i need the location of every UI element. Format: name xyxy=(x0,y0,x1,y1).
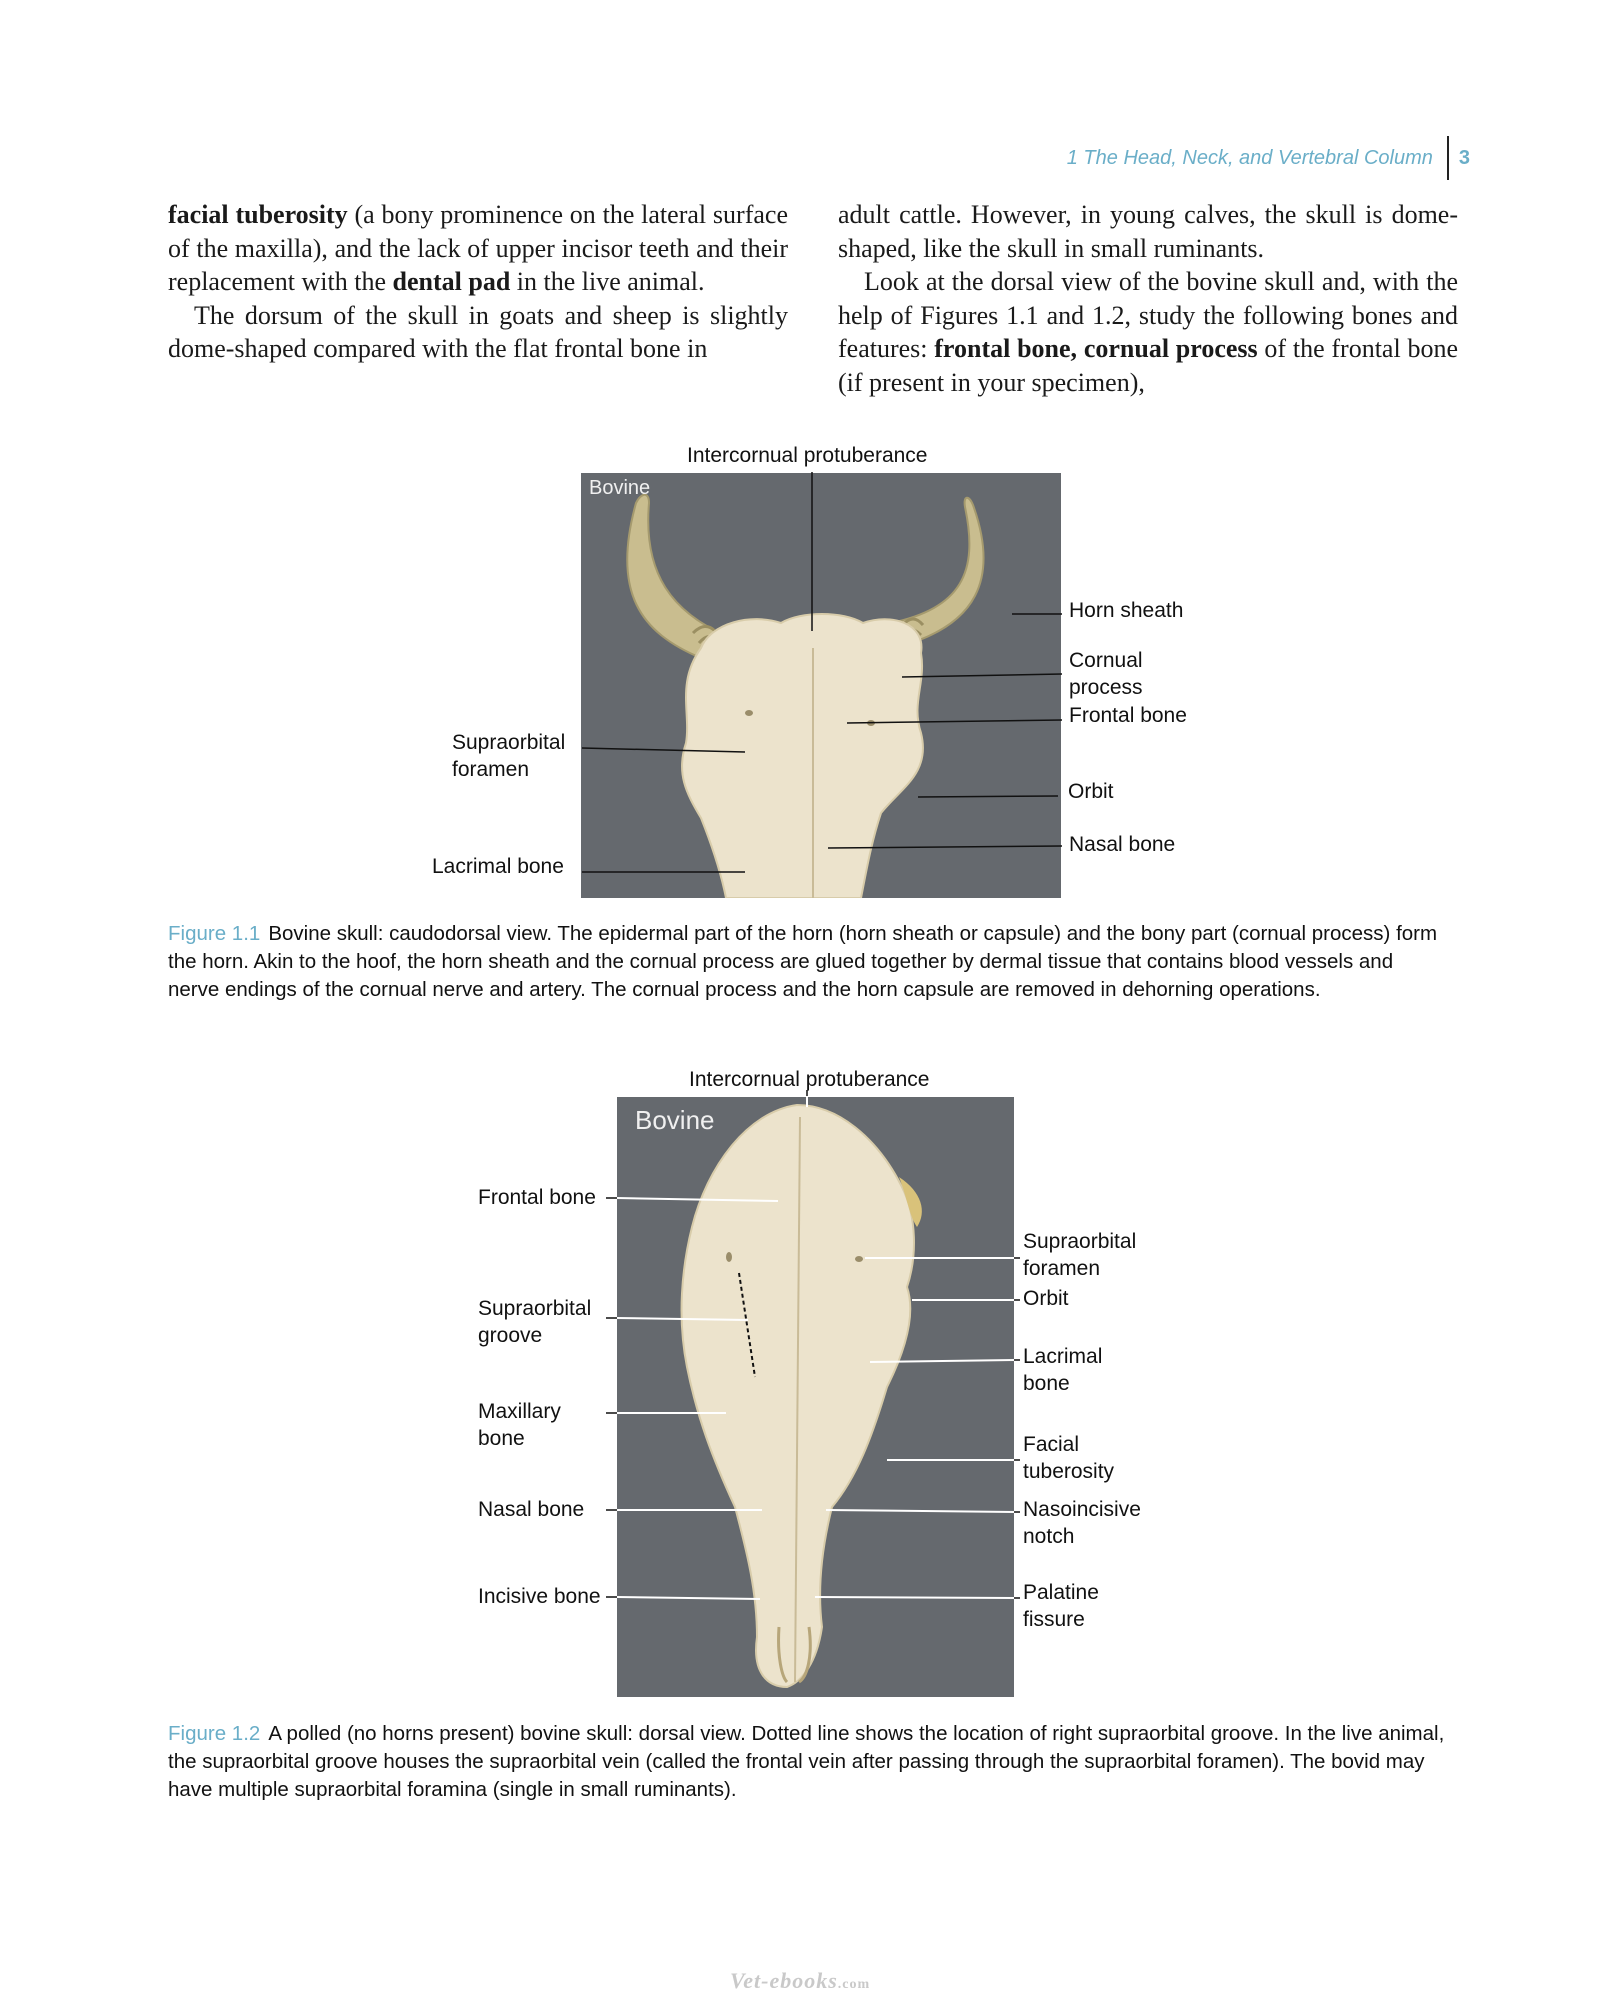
fig2-label-supraorbital-foramen: Supraorbital foramen xyxy=(1023,1230,1137,1280)
text-run: in the live animal. xyxy=(510,267,705,296)
fig2-label-orbit: Orbit xyxy=(1023,1287,1069,1310)
fig1-label-horn-sheath: Horn sheath xyxy=(1069,599,1184,622)
fig2-label-lacrimal-bone: Lacrimal bone xyxy=(1023,1345,1103,1395)
figure-1-2-number: Figure 1.2 xyxy=(168,1722,261,1745)
left-paragraph-2: The dorsum of the skull in goats and sheep is slightly dome-shaped compared with the flat frontal bone in xyxy=(168,300,788,363)
figure-1-1-caption-text: Bovine skull: caudodorsal view. The epidermal part of the horn (horn sheath or capsule) and the bony part (cornual process) form the horn. Akin to the hoof, the horn sheath and the cornual process are glued together by dermal tissue that contains blood vessels and nerve endings of the cornual nerve and artery. The cornual process and the horn capsule are removed in dehorning operations. xyxy=(168,922,1438,1001)
fig1-label-frontal-bone: Frontal bone xyxy=(1069,704,1187,727)
watermark-text: Vet-ebooks xyxy=(730,1968,838,1993)
fig2-label-nasoincisive-notch: Nasoincisive notch xyxy=(1023,1498,1141,1548)
figure-1-2-caption xyxy=(168,1720,1448,1804)
fig1-label-cornual-process: Cornual process xyxy=(1069,649,1143,699)
fig1-label-orbit: Orbit xyxy=(1068,780,1114,803)
watermark-suffix: .com xyxy=(837,1977,871,1992)
fig2-label-nasal-bone: Nasal bone xyxy=(478,1498,585,1521)
figure-1-2-species-label: Bovine xyxy=(635,1105,715,1135)
fig1-label-nasal-bone: Nasal bone xyxy=(1069,833,1176,856)
figure-1-1-number: Figure 1.1 xyxy=(168,922,261,945)
bold-term: frontal bone, cornual process xyxy=(934,334,1258,363)
figure-1-1-species-label: Bovine xyxy=(589,477,651,499)
bold-term: dental pad xyxy=(392,267,511,296)
fig2-label-intercornual: Intercornual protuberance xyxy=(689,1068,930,1091)
fig1-label-intercornual: Intercornual protuberance xyxy=(687,444,928,467)
text-run: Look at the dorsal view of the bovine skull and, with the help of Figures 1.1 and 1.2, study the following bones and features: xyxy=(838,267,1458,363)
fig2-label-supraorbital-groove: Supraorbital groove xyxy=(478,1297,592,1347)
fig2-label-frontal-bone: Frontal bone xyxy=(478,1186,596,1209)
text-run: of the frontal bone (if present in your specimen), xyxy=(838,334,1458,397)
watermark-logo xyxy=(730,1968,870,1994)
fig1-label-supraorbital-foramen: Supraorbital foramen xyxy=(452,731,566,781)
running-title: 1 The Head, Neck, and Vertebral Column xyxy=(1066,146,1433,169)
right-paragraph-1: adult cattle. However, in young calves, the skull is dome-shaped, like the skull in small ruminants. xyxy=(838,200,1458,263)
fig2-label-palatine-fissure: Palatine fissure xyxy=(1023,1581,1099,1631)
page-number: 3 xyxy=(1447,136,1470,180)
text-run: (a bony prominence on the lateral surface of the maxilla), and the lack of upper incisor teeth and their replacement with the xyxy=(168,200,788,296)
fig2-label-incisive-bone: Incisive bone xyxy=(478,1585,601,1608)
fig1-label-lacrimal-bone: Lacrimal bone xyxy=(432,855,564,878)
fig2-label-facial-tuberosity: Facial tuberosity xyxy=(1023,1433,1115,1483)
figure-1-2-caption-text: A polled (no horns present) bovine skull: dorsal view. Dotted line shows the location of right supraorbital groove. In the live animal, the supraorbital groove houses the supraorbital vein (called the frontal vein after passing through the supraorbital foramen). The bovid may have multiple supraorbital foramina (single in small ruminants). xyxy=(168,1722,1445,1801)
bold-term: facial tuberosity xyxy=(168,200,348,229)
fig2-label-maxillary-bone: Maxillary bone xyxy=(478,1400,561,1450)
